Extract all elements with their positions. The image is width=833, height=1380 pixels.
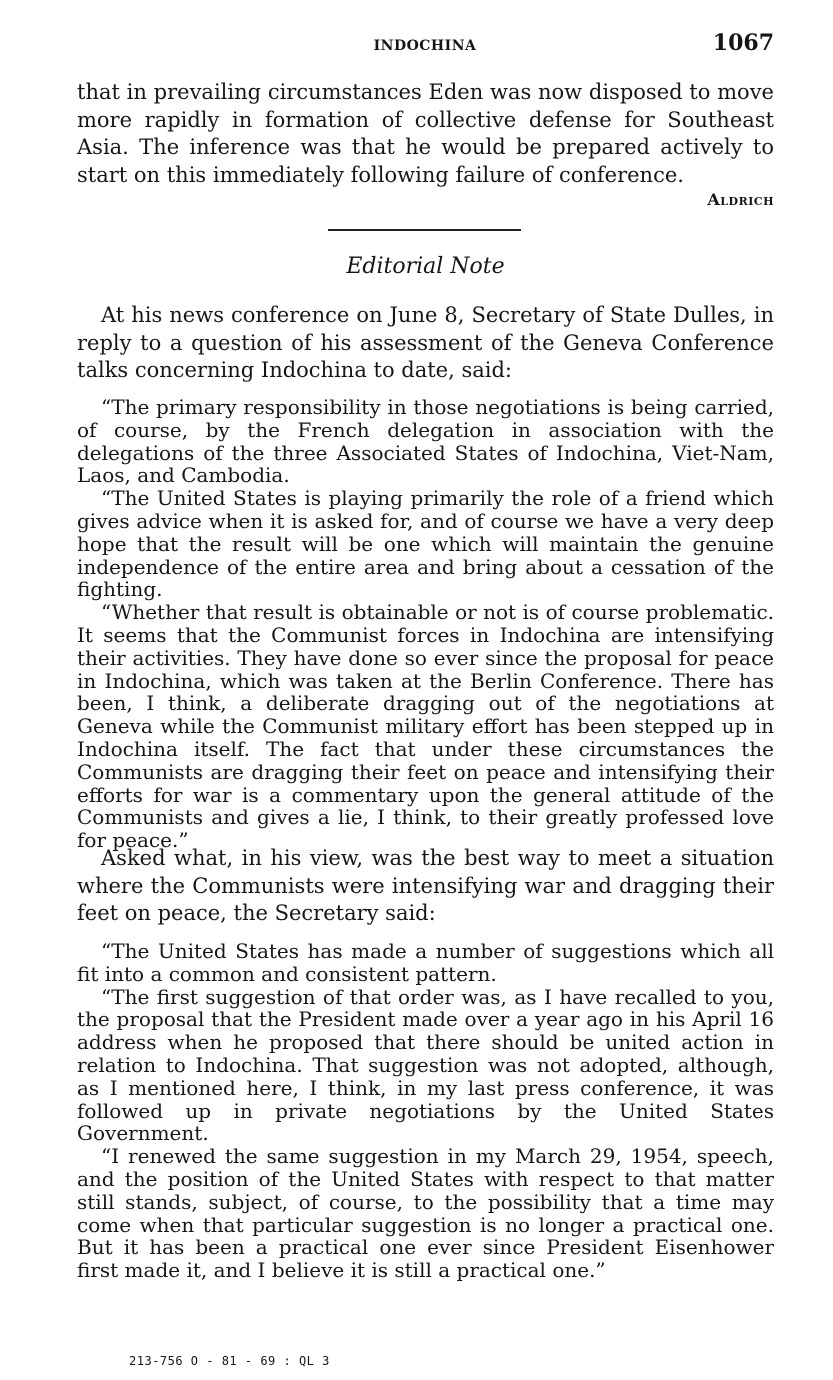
editorial-note-title: Editorial Note	[346, 254, 505, 279]
body-paragraph-2: Asked what, in his view, was the best way to meet a situation where the Communists were intensifying war and dragging their feet on peace, the Secretary said:	[77, 846, 774, 925]
running-head: INDOCHINA	[373, 38, 477, 54]
intro-paragraph: that in prevailing circumstances Eden was now disposed to move more rapidly in formation of collective defense for Southeast Asia. The inference was that he would be prepared actively to start on this immediately following failure of conference.	[77, 80, 774, 187]
page-header	[76, 30, 774, 62]
section-divider	[328, 229, 521, 231]
quote-paragraph: “The United States has made a number of suggestions which all fit into a common and consistent pattern.	[77, 939, 774, 986]
quote-paragraph: “The first suggestion of that order was, as I have recalled to you, the proposal that the President made over a year ago in his April 16 address when he proposed that there should be united action in relation to Indochina. That suggestion was not adopted, although, as I mentioned here, I think, in my last press conference, it was followed up in private negotiations by the United States Government.	[77, 984, 774, 1146]
signature: Aldrich	[707, 190, 774, 209]
quote-block-1	[77, 396, 774, 852]
body-paragraph-1: At his news conference on June 8, Secretary of State Dulles, in reply to a question of his assessment of the Geneva Conference talks concerning Indochina to date, said:	[77, 303, 774, 382]
quote-block-2	[77, 940, 774, 1282]
quote-paragraph: “The primary responsibility in those negotiations is being carried, of course, by the French delegation in association with the delegations of the three Associated States of Indochina, Viet-Nam, Laos, and Cambodia.	[77, 395, 774, 488]
quote-paragraph: “Whether that result is obtainable or not is of course problematic. It seems that the Communist forces in Indochina are intensifying their activities. They have done so ever since the proposal for peace in Indochina, which was taken at the Berlin Conference. There has been, I think, a deliberate dragging out of the negotiations at Geneva while the Communist military effort has been stepped up in Indochina itself. The fact that under these circumstances the Communists are dragging their feet on peace and intensifying their efforts for war is a commentary upon the general attitude of the Communists and gives a lie, I think, to their greatly professed love for peace.”	[77, 600, 774, 853]
print-code: 213-756 O - 81 - 69 : QL 3	[129, 1354, 330, 1368]
page-number: 1067	[712, 30, 774, 56]
quote-paragraph: “The United States is playing primarily the role of a friend which gives advice when it is asked for, and of course we have a very deep hope that the result will be one which will maintain the genuine independence of the entire area and bring about a cessation of the fighting.	[77, 486, 774, 602]
quote-paragraph: “I renewed the same suggestion in my March 29, 1954, speech, and the position of the United States with respect to that matter still stands, subject, of course, to the possibility that a time may come when that particular suggestion is no longer a practical one. But it has been a practical one ever since President Eisenhower first made it, and I believe it is still a practical one.”	[77, 1144, 774, 1283]
